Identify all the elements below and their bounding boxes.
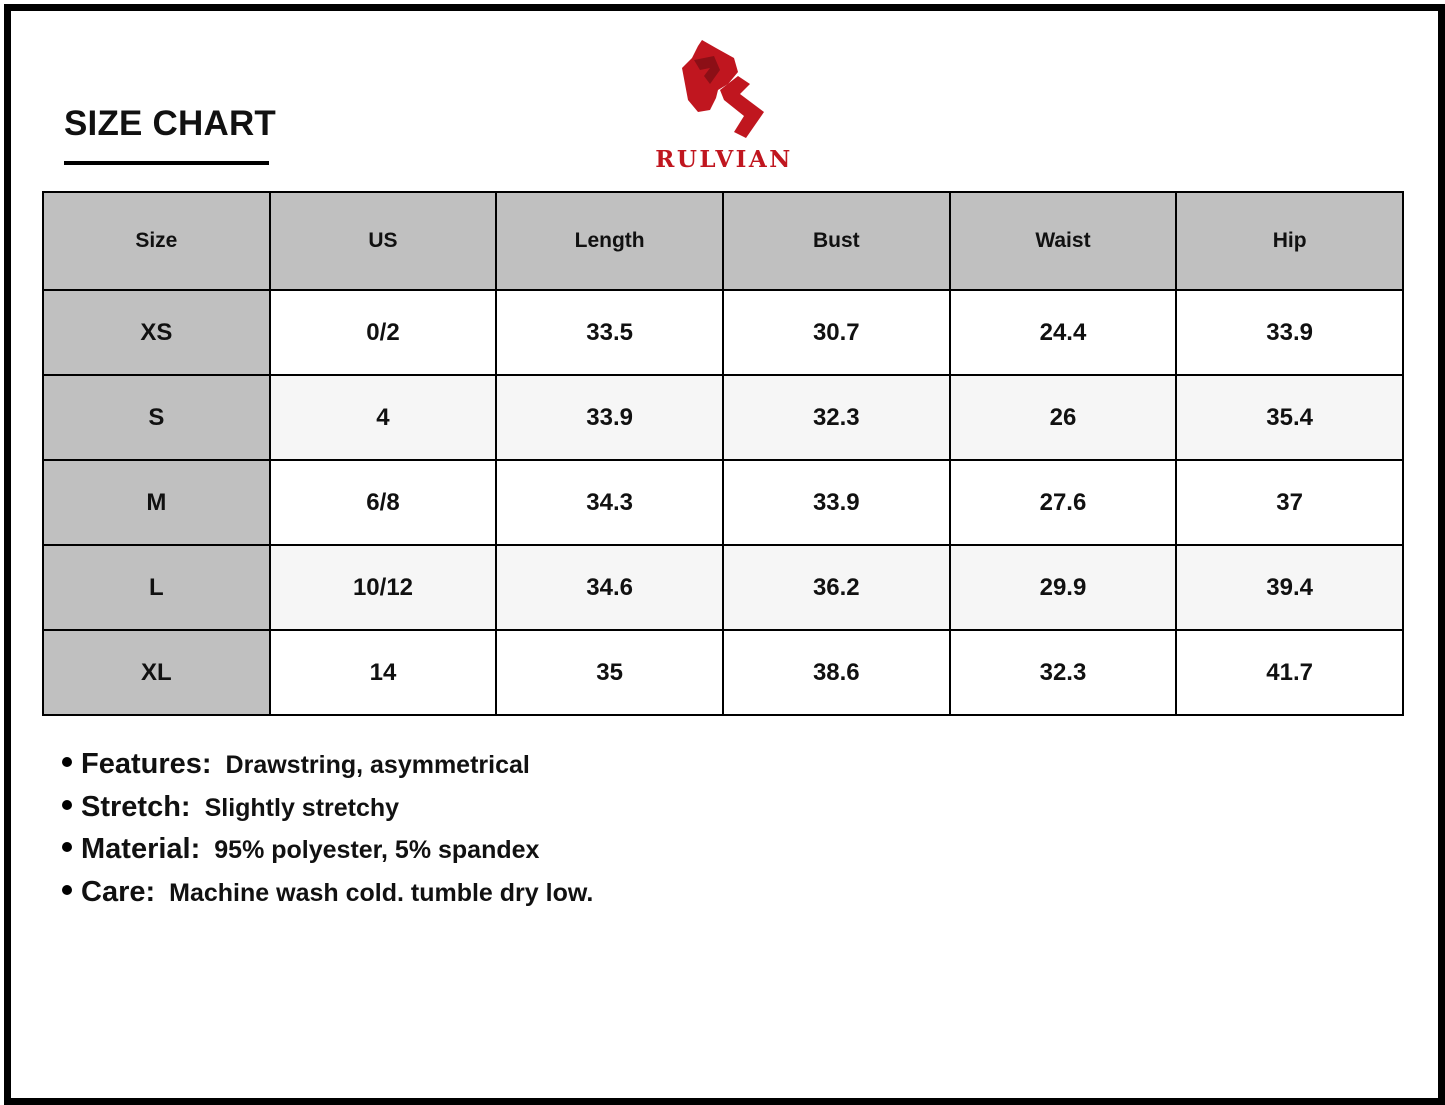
size-cell: M — [43, 460, 270, 545]
page-title: SIZE CHART — [64, 104, 276, 143]
stretch-label: Stretch: — [81, 790, 191, 823]
bullet-icon — [62, 842, 72, 852]
feature-value: Drawstring, asymmetrical — [225, 751, 530, 779]
us-cell: 10/12 — [270, 545, 497, 630]
hip-cell: 41.7 — [1176, 630, 1403, 715]
column-header-bust: Bust — [723, 192, 950, 290]
waist-cell: 27.6 — [950, 460, 1177, 545]
list-item — [62, 833, 593, 876]
hip-cell: 33.9 — [1176, 290, 1403, 375]
table-row — [43, 545, 1403, 630]
column-header-waist: Waist — [950, 192, 1177, 290]
feature-label: Features: — [81, 748, 212, 780]
column-header-us: US — [270, 192, 497, 290]
hip-cell: 37 — [1176, 460, 1403, 545]
care-value: Machine wash cold. tumble dry low. — [169, 878, 594, 907]
material-label: Material: — [81, 833, 201, 865]
size-cell: S — [43, 375, 270, 460]
column-header-hip: Hip — [1176, 192, 1403, 290]
us-cell: 4 — [270, 375, 497, 460]
stretch-value: Slightly stretchy — [204, 793, 400, 822]
brand-logo — [636, 40, 812, 180]
bust-cell: 30.7 — [723, 290, 950, 375]
bullet-icon — [62, 800, 72, 810]
table-row — [43, 460, 1403, 545]
bust-cell: 38.6 — [723, 630, 950, 715]
length-cell: 34.3 — [496, 460, 723, 545]
hip-cell: 39.4 — [1176, 545, 1403, 630]
bullet-icon — [62, 757, 72, 767]
us-cell: 14 — [270, 630, 497, 715]
length-cell: 33.9 — [496, 375, 723, 460]
size-chart-table — [42, 191, 1404, 716]
brand-wordmark: RULVIAN — [655, 146, 793, 173]
list-item — [62, 876, 593, 919]
waist-cell: 29.9 — [950, 545, 1177, 630]
table-row — [43, 290, 1403, 375]
column-header-size: Size — [43, 192, 270, 290]
rulvian-r-logo-icon — [680, 40, 768, 142]
list-item — [62, 748, 593, 791]
title-underline — [64, 161, 269, 165]
us-cell: 0/2 — [270, 290, 497, 375]
table-row — [43, 375, 1403, 460]
bullet-icon — [62, 885, 72, 895]
bust-cell: 36.2 — [723, 545, 950, 630]
waist-cell: 24.4 — [950, 290, 1177, 375]
length-cell: 35 — [496, 630, 723, 715]
list-item — [62, 791, 593, 834]
bust-cell: 33.9 — [723, 460, 950, 545]
size-cell: XS — [43, 290, 270, 375]
length-cell: 33.5 — [496, 290, 723, 375]
care-label: Care: — [81, 875, 156, 908]
length-cell: 34.6 — [496, 545, 723, 630]
waist-cell: 26 — [950, 375, 1177, 460]
product-features-list — [62, 748, 593, 918]
table-header-row — [43, 192, 1403, 290]
table-row — [43, 630, 1403, 715]
hip-cell: 35.4 — [1176, 375, 1403, 460]
size-cell: XL — [43, 630, 270, 715]
column-header-length: Length — [496, 192, 723, 290]
material-value: 95% polyester, 5% spandex — [214, 836, 540, 864]
bust-cell: 32.3 — [723, 375, 950, 460]
waist-cell: 32.3 — [950, 630, 1177, 715]
us-cell: 6/8 — [270, 460, 497, 545]
size-cell: L — [43, 545, 270, 630]
